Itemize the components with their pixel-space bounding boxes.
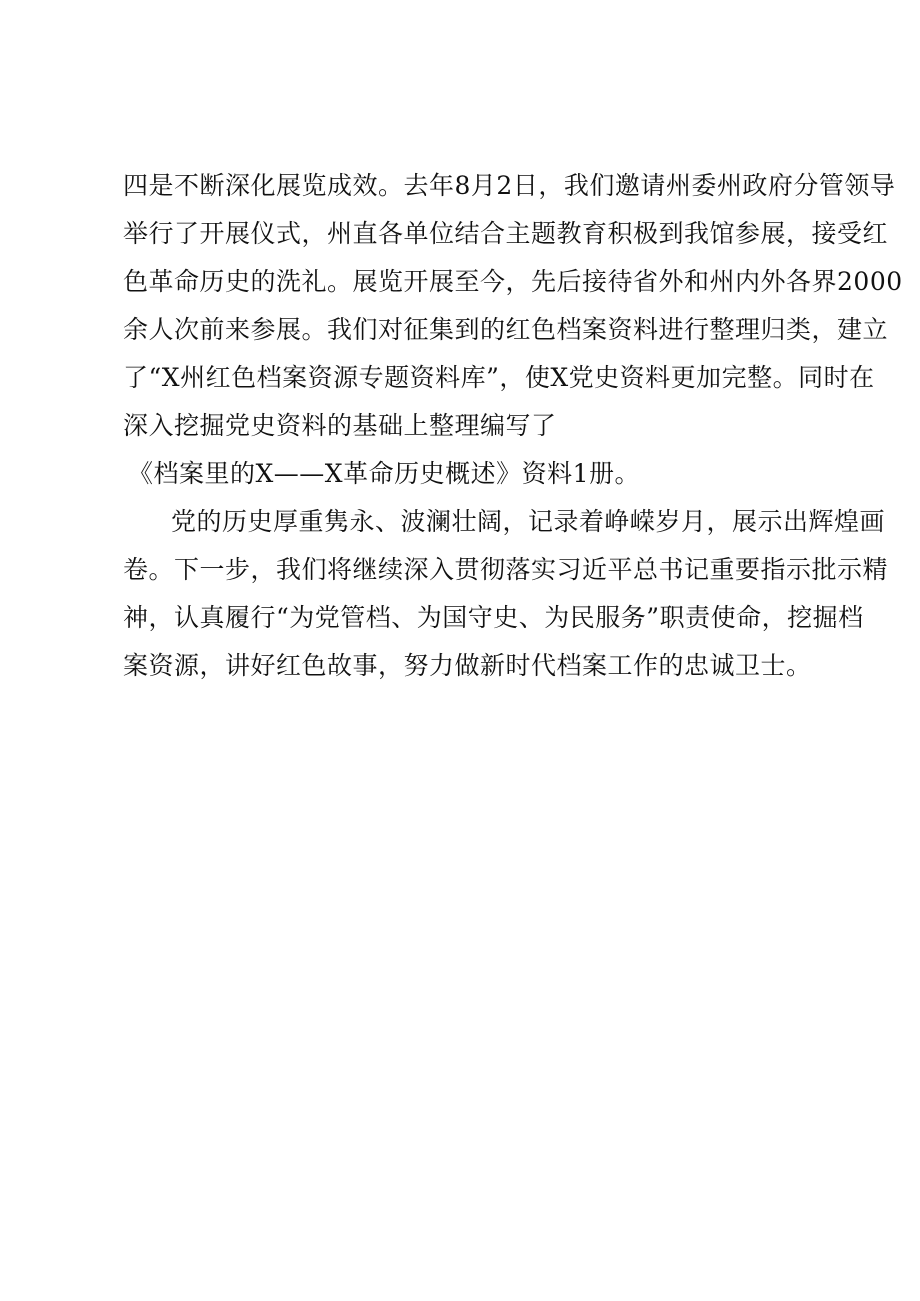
- paragraph-1-line-4: 余人次前来参展。我们对征集到的红色档案资料进行整理归类，建立: [123, 315, 889, 344]
- paragraph-1-line-2: 举行了开展仪式，州直各单位结合主题教育积极到我馆参展，接受红: [123, 219, 889, 248]
- paragraph-2-line-1: 党的历史厚重隽永、波澜壮阔，记录着峥嵘岁月，展示出辉煌画: [171, 507, 886, 536]
- paragraph-1-line-5: 了“X州红色档案资源专题资料库”，使X党史资料更加完整。同时在: [123, 363, 875, 392]
- paragraph-2-line-2: 卷。下一步，我们将继续深入贯彻落实习近平总书记重要指示批示精: [123, 555, 889, 584]
- paragraph-2-line-3: 神，认真履行“为党管档、为国守史、为民服务”职责使命，挖掘档: [123, 603, 864, 632]
- paragraph-1-line-1: 四是不断深化展览成效。去年8月2日，我们邀请州委州政府分管领导: [123, 171, 896, 200]
- book-title-line: 《档案里的X——X革命历史概述》资料1册。: [128, 459, 641, 488]
- paragraph-1-line-3: 色革命历史的洗礼。展览开展至今，先后接待省外和州内外各界2000: [123, 267, 903, 296]
- paragraph-1-line-6: 深入挖掘党史资料的基础上整理编写了: [123, 411, 557, 440]
- paragraph-2-line-4: 案资源，讲好红色故事，努力做新时代档案工作的忠诚卫士。: [123, 651, 812, 680]
